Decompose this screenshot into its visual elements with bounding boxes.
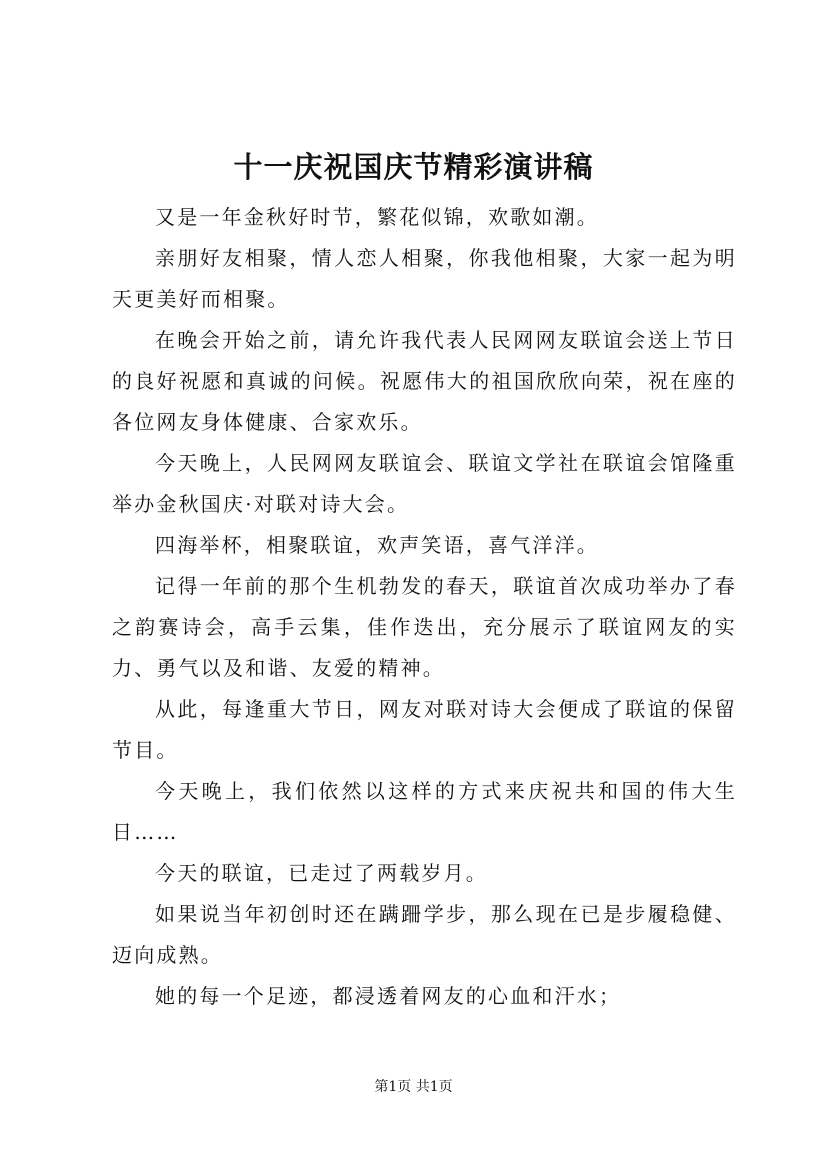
- paragraph: 今天晚上，我们依然以这样的方式来庆祝共和国的伟大生日……: [112, 779, 737, 844]
- paragraph: 她的每一个足迹，都浸透着网友的心血和汗水；: [155, 984, 622, 1008]
- document-body: [112, 197, 737, 1017]
- paragraph: 又是一年金秋好时节，繁花似锦，欢歌如潮。: [155, 205, 599, 229]
- paragraph: 四海举杯，相聚联谊，欢声笑语，喜气洋洋。: [155, 533, 599, 557]
- paragraph: 亲朋好友相聚，情人恋人相聚，你我他相聚，大家一起为明天更美好而相聚。: [112, 246, 737, 311]
- paragraph: 从此，每逢重大节日，网友对联对诗大会便成了联谊的保留节目。: [112, 697, 737, 762]
- paragraph: 记得一年前的那个生机勃发的春天，联谊首次成功举办了春之韵赛诗会，高手云集，佳作迭出，充分展示了联谊网友的实力、勇气以及和谐、友爱的精神。: [112, 574, 737, 680]
- paragraph: 今天的联谊，已走过了两载岁月。: [155, 861, 488, 885]
- paragraph: 在晚会开始之前，请允许我代表人民网网友联谊会送上节日的良好祝愿和真诚的问候。祝愿伟大的祖国欣欣向荣，祝在座的各位网友身体健康、合家欢乐。: [112, 328, 737, 434]
- page-footer: 第1页 共1页: [374, 1079, 453, 1095]
- document-title: 十一庆祝国庆节精彩演讲稿: [233, 150, 594, 184]
- paragraph: 如果说当年初创时还在蹒跚学步，那么现在已是步履稳健、迈向成熟。: [112, 902, 737, 967]
- paragraph: 今天晚上，人民网网友联谊会、联谊文学社在联谊会馆隆重举办金秋国庆·对联对诗大会。: [112, 451, 737, 516]
